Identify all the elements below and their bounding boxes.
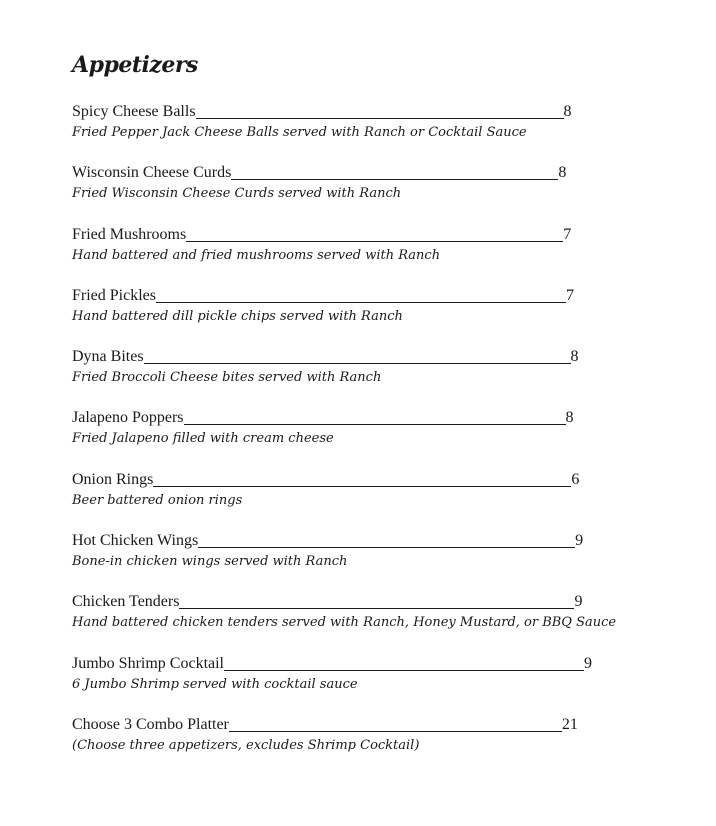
menu-item-description: (Choose three appetizers, excludes Shrimp Cocktail) — [72, 737, 420, 753]
menu-item-line — [72, 408, 612, 428]
menu-item-price: 8 — [565, 409, 574, 427]
menu-item-name: Hot Chicken Wings — [72, 532, 199, 550]
menu-item-line — [72, 654, 612, 674]
leader-line — [156, 301, 566, 303]
menu-item-description: Beer battered onion rings — [72, 492, 243, 508]
leader-line — [144, 362, 571, 364]
menu-item-line — [72, 102, 612, 122]
menu-item-line — [72, 715, 612, 735]
menu-item — [72, 592, 617, 653]
menu-item-price: 8 — [563, 103, 572, 120]
menu-item-price: 8 — [570, 348, 579, 366]
menu-item-name: Choose 3 Combo Platter — [72, 715, 229, 733]
menu-item-description: Fried Broccoli Cheese bites served with Ranch — [72, 370, 382, 386]
menu-item-name: Dyna Bites — [72, 348, 144, 366]
menu-item-name: Fried Mushrooms — [72, 225, 187, 243]
menu-item-name: Jumbo Shrimp Cocktail — [72, 654, 224, 672]
leader-line — [153, 485, 571, 487]
menu-item — [72, 163, 612, 224]
menu-item-line — [72, 347, 612, 367]
menu-item — [72, 470, 612, 531]
menu-item-line — [72, 470, 612, 490]
leader-line — [229, 730, 562, 732]
menu-item-name: Chicken Tenders — [72, 593, 180, 611]
menu-item-name: Spicy Cheese Balls — [72, 103, 196, 120]
leader-line — [196, 117, 564, 119]
menu-item-description: Fried Pepper Jack Cheese Balls served with Ranch or Cocktail Sauce — [72, 125, 527, 140]
menu-item-price: 7 — [563, 225, 572, 243]
menu-item-description: Hand battered chicken tenders served with Ranch, Honey Mustard, or BBQ Sauce — [72, 615, 617, 631]
menu-item — [72, 225, 612, 286]
menu-item-description: Bone-in chicken wings served with Ranch — [72, 554, 348, 570]
menu-page — [72, 50, 617, 776]
menu-item-description: Hand battered and fried mushrooms served with Ranch — [72, 247, 441, 263]
menu-item-line — [72, 225, 612, 245]
menu-item — [72, 347, 612, 408]
menu-item-price: 9 — [575, 532, 584, 550]
leader-line — [231, 178, 558, 180]
leader-line — [198, 546, 575, 548]
menu-item-price: 21 — [561, 715, 578, 733]
menu-item-name: Wisconsin Cheese Curds — [72, 164, 232, 182]
menu-item-line — [72, 592, 612, 612]
menu-item-description: Fried Wisconsin Cheese Curds served with Ranch — [72, 186, 402, 202]
menu-item-price: 7 — [566, 286, 574, 304]
leader-line — [186, 240, 563, 242]
menu-item-line — [72, 163, 612, 183]
leader-line — [184, 423, 566, 425]
leader-line — [224, 669, 584, 671]
menu-item — [72, 715, 612, 776]
menu-item — [72, 286, 612, 347]
menu-item-line — [72, 531, 612, 551]
menu-item — [72, 408, 612, 469]
menu-item-description: Hand battered dill pickle chips served with Ranch — [72, 308, 403, 324]
menu-item-name: Jalapeno Poppers — [72, 409, 184, 427]
menu-item — [72, 654, 612, 715]
menu-item — [72, 531, 612, 592]
menu-item — [72, 102, 612, 163]
menu-item-price: 9 — [584, 654, 592, 672]
menu-item-price: 9 — [574, 593, 583, 611]
menu-item-price: 6 — [571, 470, 580, 488]
menu-item-line — [72, 286, 612, 306]
menu-item-name: Onion Rings — [72, 470, 154, 488]
leader-line — [179, 607, 574, 609]
menu-item-price: 8 — [558, 164, 567, 182]
section-title: Appetizers — [72, 52, 198, 78]
menu-item-list — [72, 102, 617, 776]
menu-item-description: 6 Jumbo Shrimp served with cocktail sauce — [72, 676, 358, 692]
menu-item-name: Fried Pickles — [72, 286, 156, 304]
menu-item-description: Fried Jalapeno filled with cream cheese — [72, 431, 334, 447]
